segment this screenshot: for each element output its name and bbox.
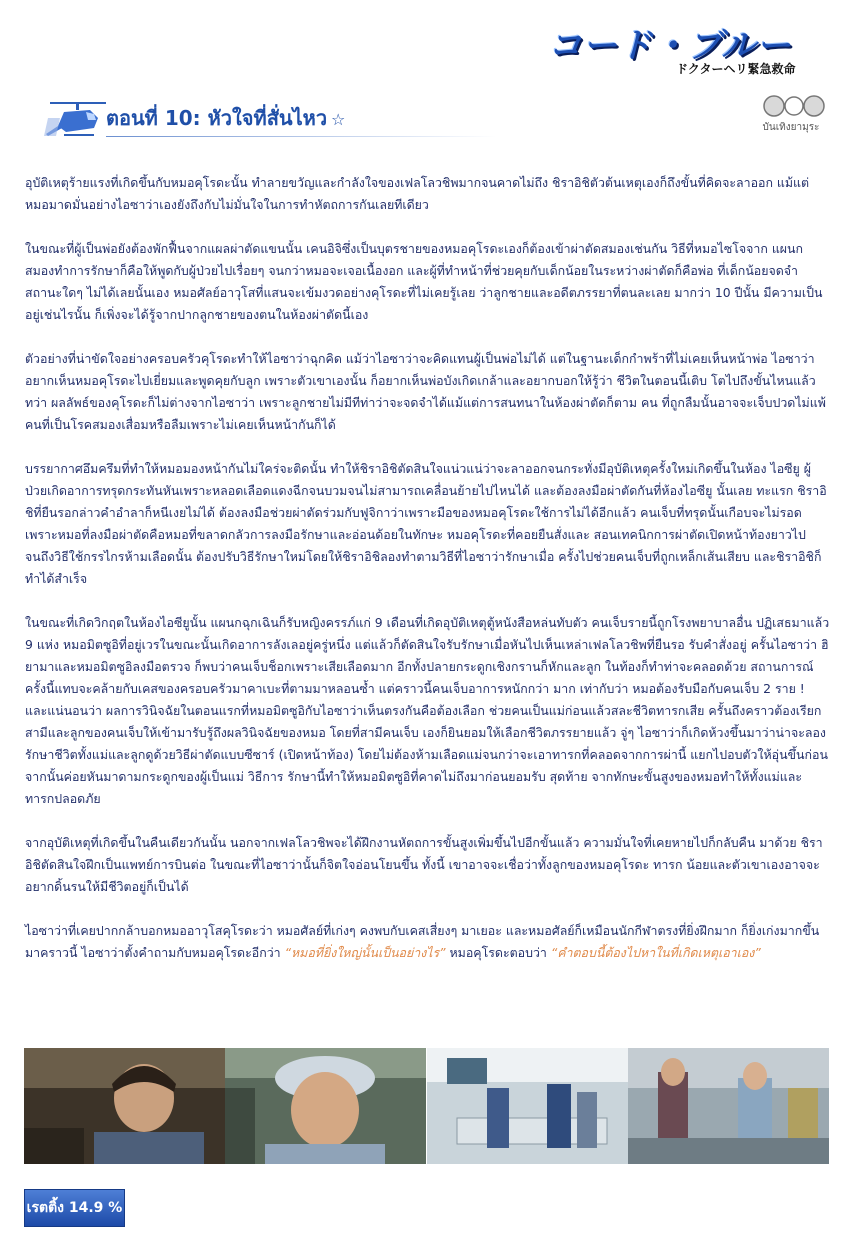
episode-title-text: ตอนที่ 10: หัวใจที่สั่นไหว: [106, 106, 328, 130]
paragraph: ในขณะที่ผู้เป็นพ่อยังต้องพักฟื้นจากแผลผ่าตัดแขนนั้น เคนอิจิซึ่งเป็นบุตรชายของหมอคุโรดะเองก็ต้องเข้าผ่าตัดสมองเช่นกัน วิธีที่หมอไซโจจาก แผนกสมองทำการรักษาก็คือให้พูดกับผู้ป่วยไปเรื่อยๆ จนกว่าหมอจะเจอเนื้องอก และผู้ที่ทำหน้าที่ช่วยคุยกับเด็กน้อยในระหว่างผ่าตัดก็คือพ่อ ที่เด็กน้อยจดจำสถานะใดๆ ไม่ได้เลยนั้นเอง หมอศัลย์อาวุโสที่แสนจะเข้มงวดอย่างคุโรดะที่ไม่เคยรู้เลย ว่าลูกชายและอดีตภรรยาที่ตนละเลย มากว่า 10 ปีนั้น มีความเป็นอยู่เช่นไรนั้น ก็เพิ่งจะได้รู้จากปากลูกชายของตนในห้องผ่าตัดนี้เอง: [25, 241, 823, 322]
quote-answer: “คำตอบนี้ต้องไปหาในที่เกิดเหตุเอาเอง”: [550, 945, 761, 960]
paragraph: จากอุบัติเหตุที่เกิดขึ้นในคืนเดียวกันนั้น นอกจากเฟลโลวชิพจะได้ฝึกงานหัตถการขั้นสูงเพิ่มขึ้นไปอีกขั้นแล้ว ความมั่นใจที่เคยหายไปก็กลับคืน มาด้วย ชิราอิชิตัดสินใจฝึกเป็นแพทย์การบินต่อ ในขณะที่ไอซาว่านั้นก็จิตใจอ่อนโยนขึ้น ทั้งนี้ เขาอาจจะเชื่อว่าทั้งลูกของหมอคุโรดะ ทารก น้อยและตัวเขาเองอาจจะอยากดิ้นรนให้มีชีวิตอยู่ก็เป็นได้: [25, 835, 823, 894]
paragraph: ในขณะที่เกิดวิกฤตในห้องไอซียูนั้น แผนกฉุกเฉินก็รับหญิงครรภ์แก่ 9 เดือนที่เกิดอุบัติเหตุตู้หนังสือหล่นทับตัว คนเจ็บรายนี้ถูกโรงพยาบาลอื่น ปฏิเสธมาแล้ว 9 แห่ง หมอมิตซูอิที่อยู่เวรในขณะนั้นเกิดอาการลังเลอยู่ครู่หนึ่ง แต่แล้วก็ตัดสินใจรับรักษาเมื่อหันไปเห็นเหล่าเฟลโลวชิพที่ยืนรอ รับคำสั่งอยู่ ครั้นไอซาว่า ฮิยามาและหมอมิตซูอิลงมือตรวจ ก็พบว่าคนเจ็บช็อกเพราะเสียเลือดมาก อีกทั้งปลายกระดูกเชิงกรานก็หักและลูก ในท้องก็ทำท่าจะคลอดด้วย สถานการณ์ครั้งนี้แทบจะคล้ายกับเคสของครอบครัวมาคาเบะที่ตามมาหลอนซ้ำ แต่คราวนี้คนเจ็บอาการหนักกว่า มาก เท่ากับว่า หมอต้องรับมือกับคนเจ็บ 2 ราย ! และแน่นอนว่า ผลการวินิจฉัยในตอนแรกที่หมอมิตซูอิกับไอซาว่าเห็นตรงกันคือต้องเลือก ช่วยคนเป็นแม่ก่อนแล้วสละชีวิตทารกเสีย ครั้นถึงคราวต้องเรียกสามีและลูกของคนเจ็บให้เข้ามารับรู้ถึงผลวินิจฉัยของหมอ โดยที่สามีคนเจ็บ เองก็ยินยอมให้เลือกชีวิตภรรยายแล้ว จู่ๆ ไอซาว่าก็เกิดห้วงขึ้นมาว่าน่าจะลองรักษาชีวิตทั้งแม่และลูกดูด้วยวิธีผ่าตัดแบบซีซาร์ (เปิดหน้าท้อง) โดยไม่ต้องห้ามเลือดแม่จนกว่าจะเอาทารกที่คลอดจากการผ่านี้ แยกไปอบตัวให้อุ่นขึ้นก่อน จากนั้นค่อยหันมาดามกระดูกของผู้เป็นแม่ วิธีการ รักษานี้ทำให้หมอมิตซูอิที่คาดไม่ถึงมาก่อนยอมรับ สุดท้าย จากทักษะขั้นสูงของหมอทำให้ทั้งแม่และทารกปลอดภัย: [25, 615, 830, 806]
logo-title: コード・ブルー: [548, 26, 792, 66]
code-blue-logo: [548, 18, 823, 82]
rating-badge: เรตติ้ง 14.9 %: [24, 1189, 125, 1227]
photo-2: [225, 1048, 426, 1164]
logo-subtitle: ドクターヘリ緊急救命: [676, 62, 796, 76]
paragraph: อุบัติเหตุร้ายแรงที่เกิดขึ้นกับหมอคุโรดะนั้น ทำลายขวัญและกำลังใจของเฟลโลวชิพมากจนคาดไม่ถึง ชิราอิชิตัวต้นเหตุเองก็ถึงขั้นที่คิดจะลาออก แม้แต่หมอมาดมั่นอย่างไอซาว่าเองยังถึงกับไม่มั่นใจในการทำหัตถการกันเลยทีเดียว: [25, 175, 810, 212]
episode-title: [106, 102, 345, 134]
helicopter-icon: [44, 96, 108, 140]
credit-logo: [754, 94, 828, 136]
photo-4: [628, 1048, 829, 1164]
paragraph: ตัวอย่างที่น่าขัดใจอย่างครอบครัวคุโรดะทำให้ไอซาว่าฉุกคิด แม้ว่าไอซาว่าจะคิดแทนผู้เป็นพ่อไม่ได้ แต่ในฐานะเด็กกำพร้าที่ไม่เคยเห็นหน้าพ่อ ไอซาว่าอยากเห็นหมอคุโรดะไปเยี่ยมและพูดคุยกับลูก เพราะตัวเขาเองนั้น ก็อยากเห็นพ่อบังเกิดเกล้าและอยากบอกให้รู้ว่า ชีวิตในตอนนี้เติบ โตไปถึงขั้นไหนแล้ว ทว่า ผลลัพธ์ของคุโรดะก็ไม่ต่างจากไอซาว่า เพราะลูกชายไม่มีทีท่าว่าจะจดจำได้แม้แต่การสนทนาในห้องผ่าตัดก็ตาม คน ที่ถูกลืมนั้นอาจจะเจ็บปวดไม่แพ้คนที่เป็นโรคสมองเสื่อมหรือลืมเพราะไม่เคยเห็นหน้ากันก็ได้: [25, 351, 826, 432]
header-divider: [106, 136, 496, 137]
star-icon: ☆: [331, 110, 346, 129]
photo-3: [427, 1048, 628, 1164]
episode-header: [40, 92, 460, 142]
article-body: [25, 172, 830, 986]
photo-strip: [24, 1048, 829, 1164]
quote-question: “หมอที่ยิ่งใหญ่นั้นเป็นอย่างไร”: [284, 945, 446, 960]
paragraph-text: หมอคุโรดะตอบว่า: [449, 945, 547, 960]
paragraph-text: ไอซาว่าที่เคยปากกล้าบอกหมออาวุโสคุโรดะว่า หมอศัลย์ที่เก่งๆ คงพบกับเคสเสี่ยงๆ มาเยอะ และหมอศัลย์ก็เหมือนนักกีฬาตรงที่ยิ่งฝึกมาก ก็ยิ่งเก่งมากขึ้น มาคราวนี้ ไอซาว่าตั้งคำถามกับหมอคุโรดะอีกว่า: [25, 923, 820, 960]
credit-icons: [762, 94, 826, 118]
paragraph-last: [25, 920, 830, 964]
paragraph: บรรยากาศอึมครึมที่ทำให้หมอมองหน้ากันไม่ใคร่จะติดนั้น ทำให้ชิราอิชิตัดสินใจแน่วแน่ว่าจะลาออกจนกระทั่งมีอุบัติเหตุครั้งใหม่เกิดขึ้นในห้อง ไอซียู ผู้ป่วยเกิดอาการทรุดกระทันหันเพราะหลอดเลือดแดงฉีกจนบวมจนไม่สามารถเคลื่อนย้ายไปไหนได้ และต้องลงมือผ่าตัดกันที่ห้องไอซียู นั้นเลย ทะแรก ชิราอิชิที่ยืนรอกล่าวคำอำลาก็หนีเงยไม่ได้ ต้องลงมือช่วยผ่าตัดร่วมกับฟูจิกาว่าเพราะมือของหมอคุโรดะใช้การไม่ได้อีกแล้ว คนเจ็บที่ทรุดนั้นเกือบจะไม่รอด เพราะหมอที่ลงมือผ่าตัดคือหมอที่ขลาดกลัวการลงมือรักษาและอ่อนด้อยในทักษะ หมอคุโรดะที่คอยยืนสั่งและ สอนเทคนิกการผ่าตัดเปิดหน้าท้องยาวไปจนถึงวิธีใช้กรรไกรห้ามเลือดนั้น ต้องปรับวิธีรักษาใหม่โดยให้ชิราอิชิลองทำตามวิธีที่ไอซาว่ารักษาเมื่อ ครั้งไปช่วยคนเจ็บที่ถูกเหล็กเส้นเสียบ และชิราอิชิก็ทำได้สำเร็จ: [25, 461, 827, 586]
photo-1: [24, 1048, 225, 1164]
credit-text: บันเทิงยามุระ: [762, 122, 820, 133]
